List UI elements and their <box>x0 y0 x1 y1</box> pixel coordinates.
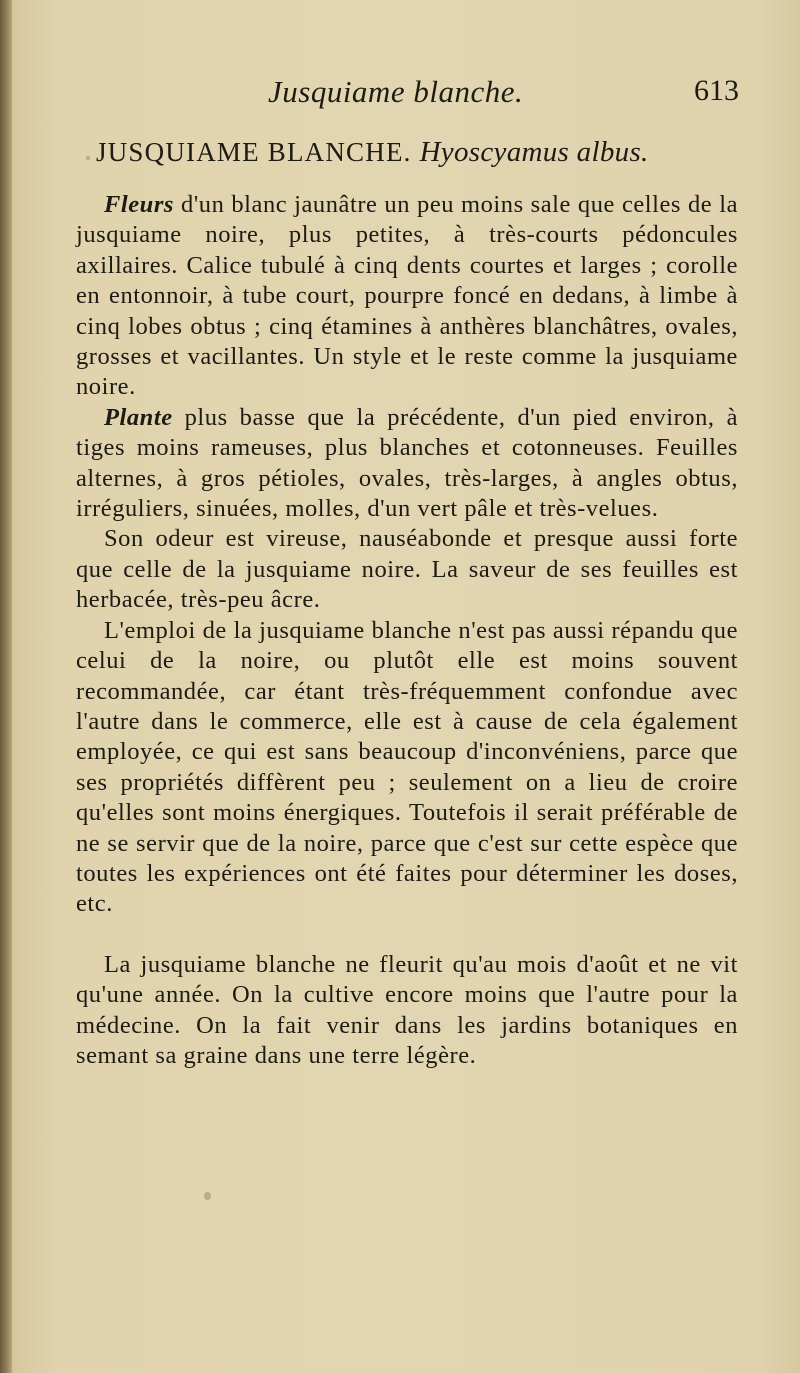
paragraph-lead-word: Plante <box>104 403 173 431</box>
paragraph-flowers <box>76 190 738 403</box>
paragraph-cultivation <box>76 950 738 1072</box>
latin-name: Hyoscyamus albus. <box>419 136 649 168</box>
paragraph-text: L'emploi de la jusquiame blanche n'est pas aussi répandu que celui de la noire, ou plutôt elle est moins souvent recommandée, car étant très-fréquemment confondue avec l'autre dans le commerce, elle est à cause de cela également employée, ce qui est sans beaucoup d'inconvéniens, parce que ses propriétés diffèrent peu ; seulement on a lieu de croire qu'elles sont moins énergiques. Toutefois il serait préférable de ne se servir que de la noire, parce que c'est sur cette espèce que toutes les expériences ont été faites pour déterminer les doses, etc. <box>76 616 738 918</box>
page-binding-edge <box>0 0 12 1373</box>
paragraph-odor <box>76 524 738 615</box>
paragraph-lead-word: Fleurs <box>104 191 175 218</box>
paragraph-usage <box>76 616 738 920</box>
running-header <box>0 74 800 114</box>
page-number: 613 <box>694 74 739 107</box>
section-heading <box>96 136 736 169</box>
paragraph-text: La jusquiame blanche ne fleurit qu'au mois d'août et ne vit qu'une année. On la cultive encore moins que l'autre pour la médecine. On la fait venir dans les jardins botaniques en semant sa graine dans une terre légère. <box>76 950 738 1069</box>
running-title: Jusquiame blanche. <box>268 74 524 109</box>
ink-spot <box>86 156 90 160</box>
section-title: JUSQUIAME BLANCHE. <box>96 137 412 167</box>
ink-spot <box>204 1192 211 1200</box>
paragraph-text: d'un blanc jaunâtre un peu moins sale que celles de la jusquiame noire, plus petites, à très-courts pédoncules axillaires. Calice tubulé à cinq dents courtes et larges ; corolle en entonnoir, à tube court, pourpre foncé en dedans, à limbe à cinq lobes obtus ; cinq étamines à anthères blanchâtres, ovales, grosses et vacillantes. Un style et le reste comme la jusquiame noire. <box>76 191 738 401</box>
paragraph-text: plus basse que la précédente, d'un pied environ, à tiges moins rameuses, plus blanches et cotonneuses. Feuilles alternes, à gros pétioles, ovales, très-larges, à angles obtus, irréguliers, sinuées, molles, d'un vert pâle et très-velues. <box>76 403 738 523</box>
body-text <box>76 190 738 1071</box>
paragraph-text: Son odeur est vireuse, nauséabonde et presque aussi forte que celle de la jusquiame noire. La saveur de ses feuilles est herbacée, très-peu âcre. <box>76 525 738 614</box>
paragraph-plant <box>76 403 738 525</box>
